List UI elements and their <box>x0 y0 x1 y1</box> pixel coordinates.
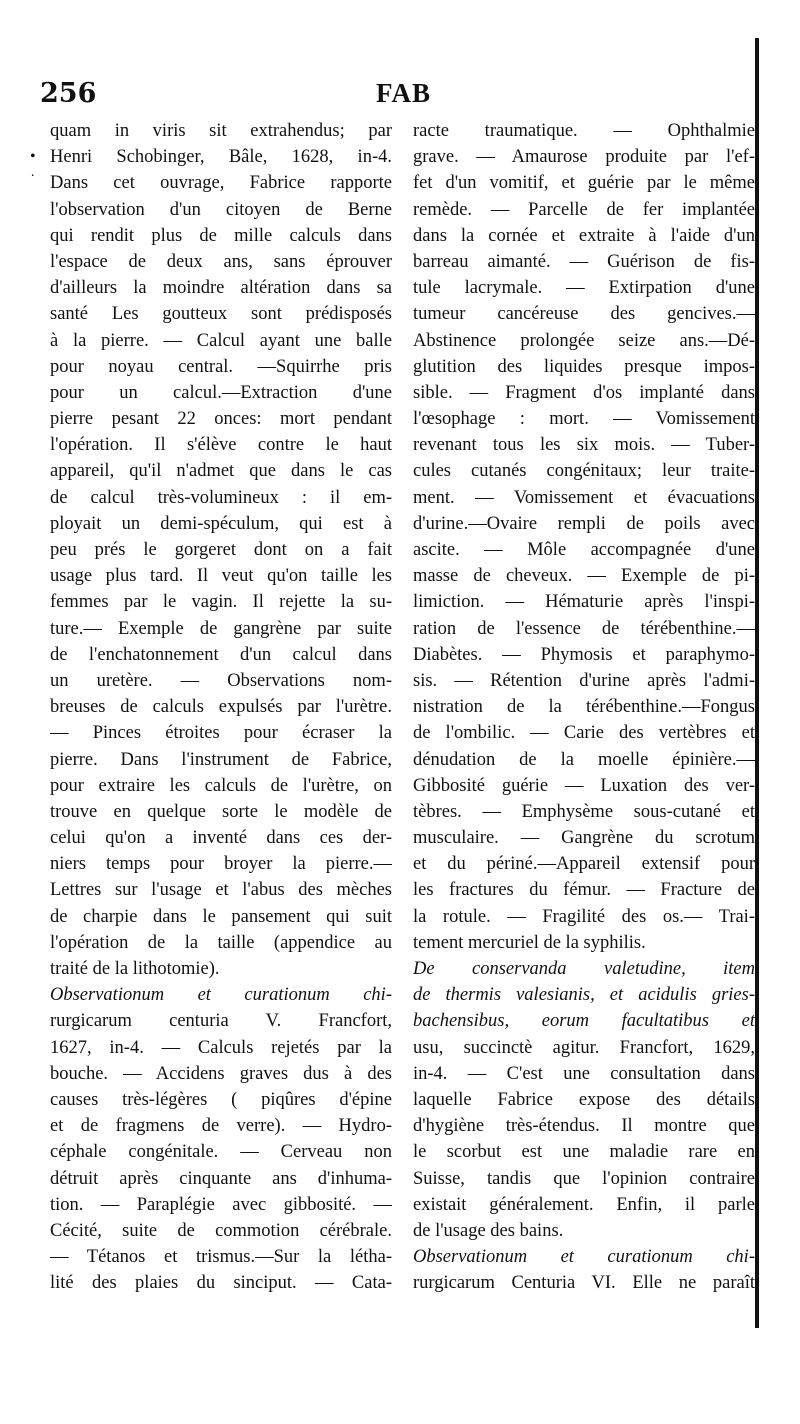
text-line: détruit après cinquante ans d'inhuma- <box>50 1168 392 1189</box>
text-line: pierre pesant 22 onces: mort pendant <box>50 409 392 430</box>
text-line: Lettres sur l'usage et l'abus des mèches <box>50 880 392 901</box>
text-line: appareil, qu'il n'admet que dans le cas <box>50 461 392 482</box>
text-line: quam in viris sit extrahendus; par <box>50 121 392 141</box>
text-line: tement mercuriel de la syphilis. <box>413 932 646 953</box>
text-line: limiction. — Hématurie après l'inspi- <box>413 592 755 613</box>
text-line: pour noyau central. —Squirrhe pris <box>50 356 392 377</box>
text-line: la rotule. — Fragilité des os.— Trai- <box>413 906 755 927</box>
text-line: Gibbosité guérie — Luxation des ver- <box>413 775 755 796</box>
text-line: l'opération. Il s'élève contre le haut <box>50 435 392 456</box>
text-line: Dans cet ouvrage, Fabrice rapporte <box>50 173 392 194</box>
left-text-column <box>50 118 392 1296</box>
text-line: Observationum et curationum chi- <box>413 1247 755 1268</box>
text-line: de thermis valesianis, et acidulis gries- <box>413 985 755 1006</box>
text-line: — Pinces étroites pour écraser la <box>50 723 392 744</box>
text-line: d'hygiène très-étendus. Il montre que <box>413 1116 755 1137</box>
text-line: racte traumatique. — Ophthalmie <box>413 121 755 141</box>
text-line: celui qu'on a inventé dans ces der- <box>50 828 392 849</box>
text-line: Abstinence prolongée seize ans.—Dé- <box>413 330 755 351</box>
text-line: revenant tous les six mois. — Tuber- <box>413 435 755 456</box>
text-line: laquelle Fabrice expose des détails <box>413 1089 755 1110</box>
text-line: usu, succinctè agitur. Francfort, 1629, <box>413 1037 755 1058</box>
text-line: ployait un demi-spéculum, qui est à <box>50 513 392 534</box>
text-line: céphale congénitale. — Cerveau non <box>50 1142 392 1163</box>
text-line: un uretère. — Observations nom- <box>50 670 392 691</box>
text-line: ment. — Vomissement et évacuations <box>413 487 755 508</box>
text-line: ture.— Exemple de gangrène par suite <box>50 618 392 639</box>
text-line: in-4. — C'est une consultation dans <box>413 1063 755 1084</box>
text-line: trouve en quelque sorte le modèle de <box>50 801 392 822</box>
margin-mark: • <box>30 148 36 165</box>
text-line: dénudation de la moelle épinière.— <box>413 749 755 770</box>
text-line: musculaire. — Gangrène du scrotum <box>413 828 755 849</box>
text-line: remède. — Parcelle de fer implantée <box>413 199 755 220</box>
text-line: tule lacrymale. — Extirpation d'une <box>413 278 755 299</box>
text-line: de calcul très-volumineux : il em- <box>50 487 392 508</box>
text-line: d'ailleurs la moindre altération dans sa <box>50 278 392 299</box>
text-line: sible. — Fragment d'os implanté dans <box>413 382 755 403</box>
text-line: sis. — Rétention d'urine après l'admi- <box>413 670 755 691</box>
text-line: traité de la lithotomie). <box>50 959 220 979</box>
text-line: de l'enchatonnement d'un calcul dans <box>50 644 392 665</box>
text-line: de l'ombilic. — Carie des vertèbres et <box>413 723 755 744</box>
text-line: — Tétanos et trismus.—Sur la létha- <box>50 1247 392 1268</box>
text-line: le scorbut est une maladie rare en <box>413 1142 755 1163</box>
text-line: d'urine.—Ovaire rempli de poils avec <box>413 513 755 534</box>
text-line: fet d'un vomitif, et guérie par le même <box>413 173 755 194</box>
text-line: rurgicarum Centuria VI. Elle ne paraît <box>413 1273 755 1294</box>
page-edge-rule <box>755 38 759 1328</box>
text-line: les fractures du fémur. — Fracture de <box>413 880 755 901</box>
running-head: FAB <box>376 78 431 108</box>
text-line: et de fragmens de verre). — Hydro- <box>50 1116 392 1137</box>
text-line: masse de cheveux. — Exemple de pi- <box>413 566 755 587</box>
text-line: à la pierre. — Calcul ayant une balle <box>50 330 392 351</box>
text-line: rurgicarum centuria V. Francfort, <box>50 1011 392 1032</box>
text-line: de charpie dans le pansement qui suit <box>50 906 392 927</box>
text-line: niers temps pour broyer la pierre.— <box>50 854 392 875</box>
text-line: glutition des liquides presque impos- <box>413 356 755 377</box>
text-line: pour un calcul.—Extraction d'une <box>50 382 392 403</box>
page-number: 256 <box>40 78 97 109</box>
text-line: qui rendit plus de mille calculs dans <box>50 225 392 246</box>
text-line: l'opération de la taille (appendice au <box>50 932 392 953</box>
text-line: causes très-légères ( piqûres d'épine <box>50 1089 392 1110</box>
text-line: barreau aimanté. — Guérison de fis- <box>413 251 755 272</box>
text-line: pour extraire les calculs de l'urètre, on <box>50 775 392 796</box>
text-line: Suisse, tandis que l'opinion contraire <box>413 1168 755 1189</box>
text-line: santé Les goutteux sont prédisposés <box>50 304 392 325</box>
text-line: l'œsophage : mort. — Vomissement <box>413 409 755 430</box>
text-line: 1627, in-4. — Calculs rejetés par la <box>50 1037 392 1058</box>
text-line: l'observation d'un citoyen de Berne <box>50 199 392 220</box>
text-line: bouche. — Accidens graves dus à des <box>50 1063 392 1084</box>
text-line: de l'usage des bains. <box>413 1220 564 1241</box>
text-line: femmes par le vagin. Il rejette la su- <box>50 592 392 613</box>
text-line: tèbres. — Emphysème sous-cutané et <box>413 801 755 822</box>
text-line: l'espace de deux ans, sans éprouver <box>50 251 392 272</box>
text-line: ascite. — Môle accompagnée d'une <box>413 540 755 560</box>
text-line: nistration de la térébenthine.—Fongus <box>413 697 755 718</box>
text-line: Henri Schobinger, Bâle, 1628, in-4. <box>50 147 392 168</box>
right-text-column <box>413 118 755 1296</box>
text-line: Observationum et curationum chi- <box>50 985 392 1006</box>
margin-mark: ˙ <box>30 172 36 189</box>
text-line: Cécité, suite de commotion cérébrale. <box>50 1220 392 1241</box>
text-line: et du périné.—Appareil extensif pour <box>413 854 755 875</box>
text-line: cules cutanés congénitaux; leur traite- <box>413 461 755 482</box>
text-line: tumeur cancéreuse des gencives.— <box>413 304 755 325</box>
text-line: bachensibus, eorum facultatibus et <box>413 1011 755 1032</box>
text-line: peu prés le gorgeret dont on a fait <box>50 540 392 560</box>
text-line: dans la cornée et extraite à l'aide d'un <box>413 225 755 246</box>
text-line: pierre. Dans l'instrument de Fabrice, <box>50 749 392 770</box>
text-line: existait généralement. Enfin, il parle <box>413 1194 755 1215</box>
text-line: lité des plaies du sinciput. — Cata- <box>50 1273 392 1294</box>
text-line: breuses de calculs expulsés par l'urètre. <box>50 697 392 718</box>
text-line: Diabètes. — Phymosis et paraphymo- <box>413 644 755 665</box>
text-line: tion. — Paraplégie avec gibbosité. — <box>50 1194 392 1215</box>
text-line: usage plus tard. Il veut qu'on taille les <box>50 566 392 587</box>
text-line: grave. — Amaurose produite par l'ef- <box>413 147 755 168</box>
text-line: De conservanda valetudine, item <box>413 959 755 979</box>
text-line: ration de l'essence de térébenthine.— <box>413 618 755 639</box>
